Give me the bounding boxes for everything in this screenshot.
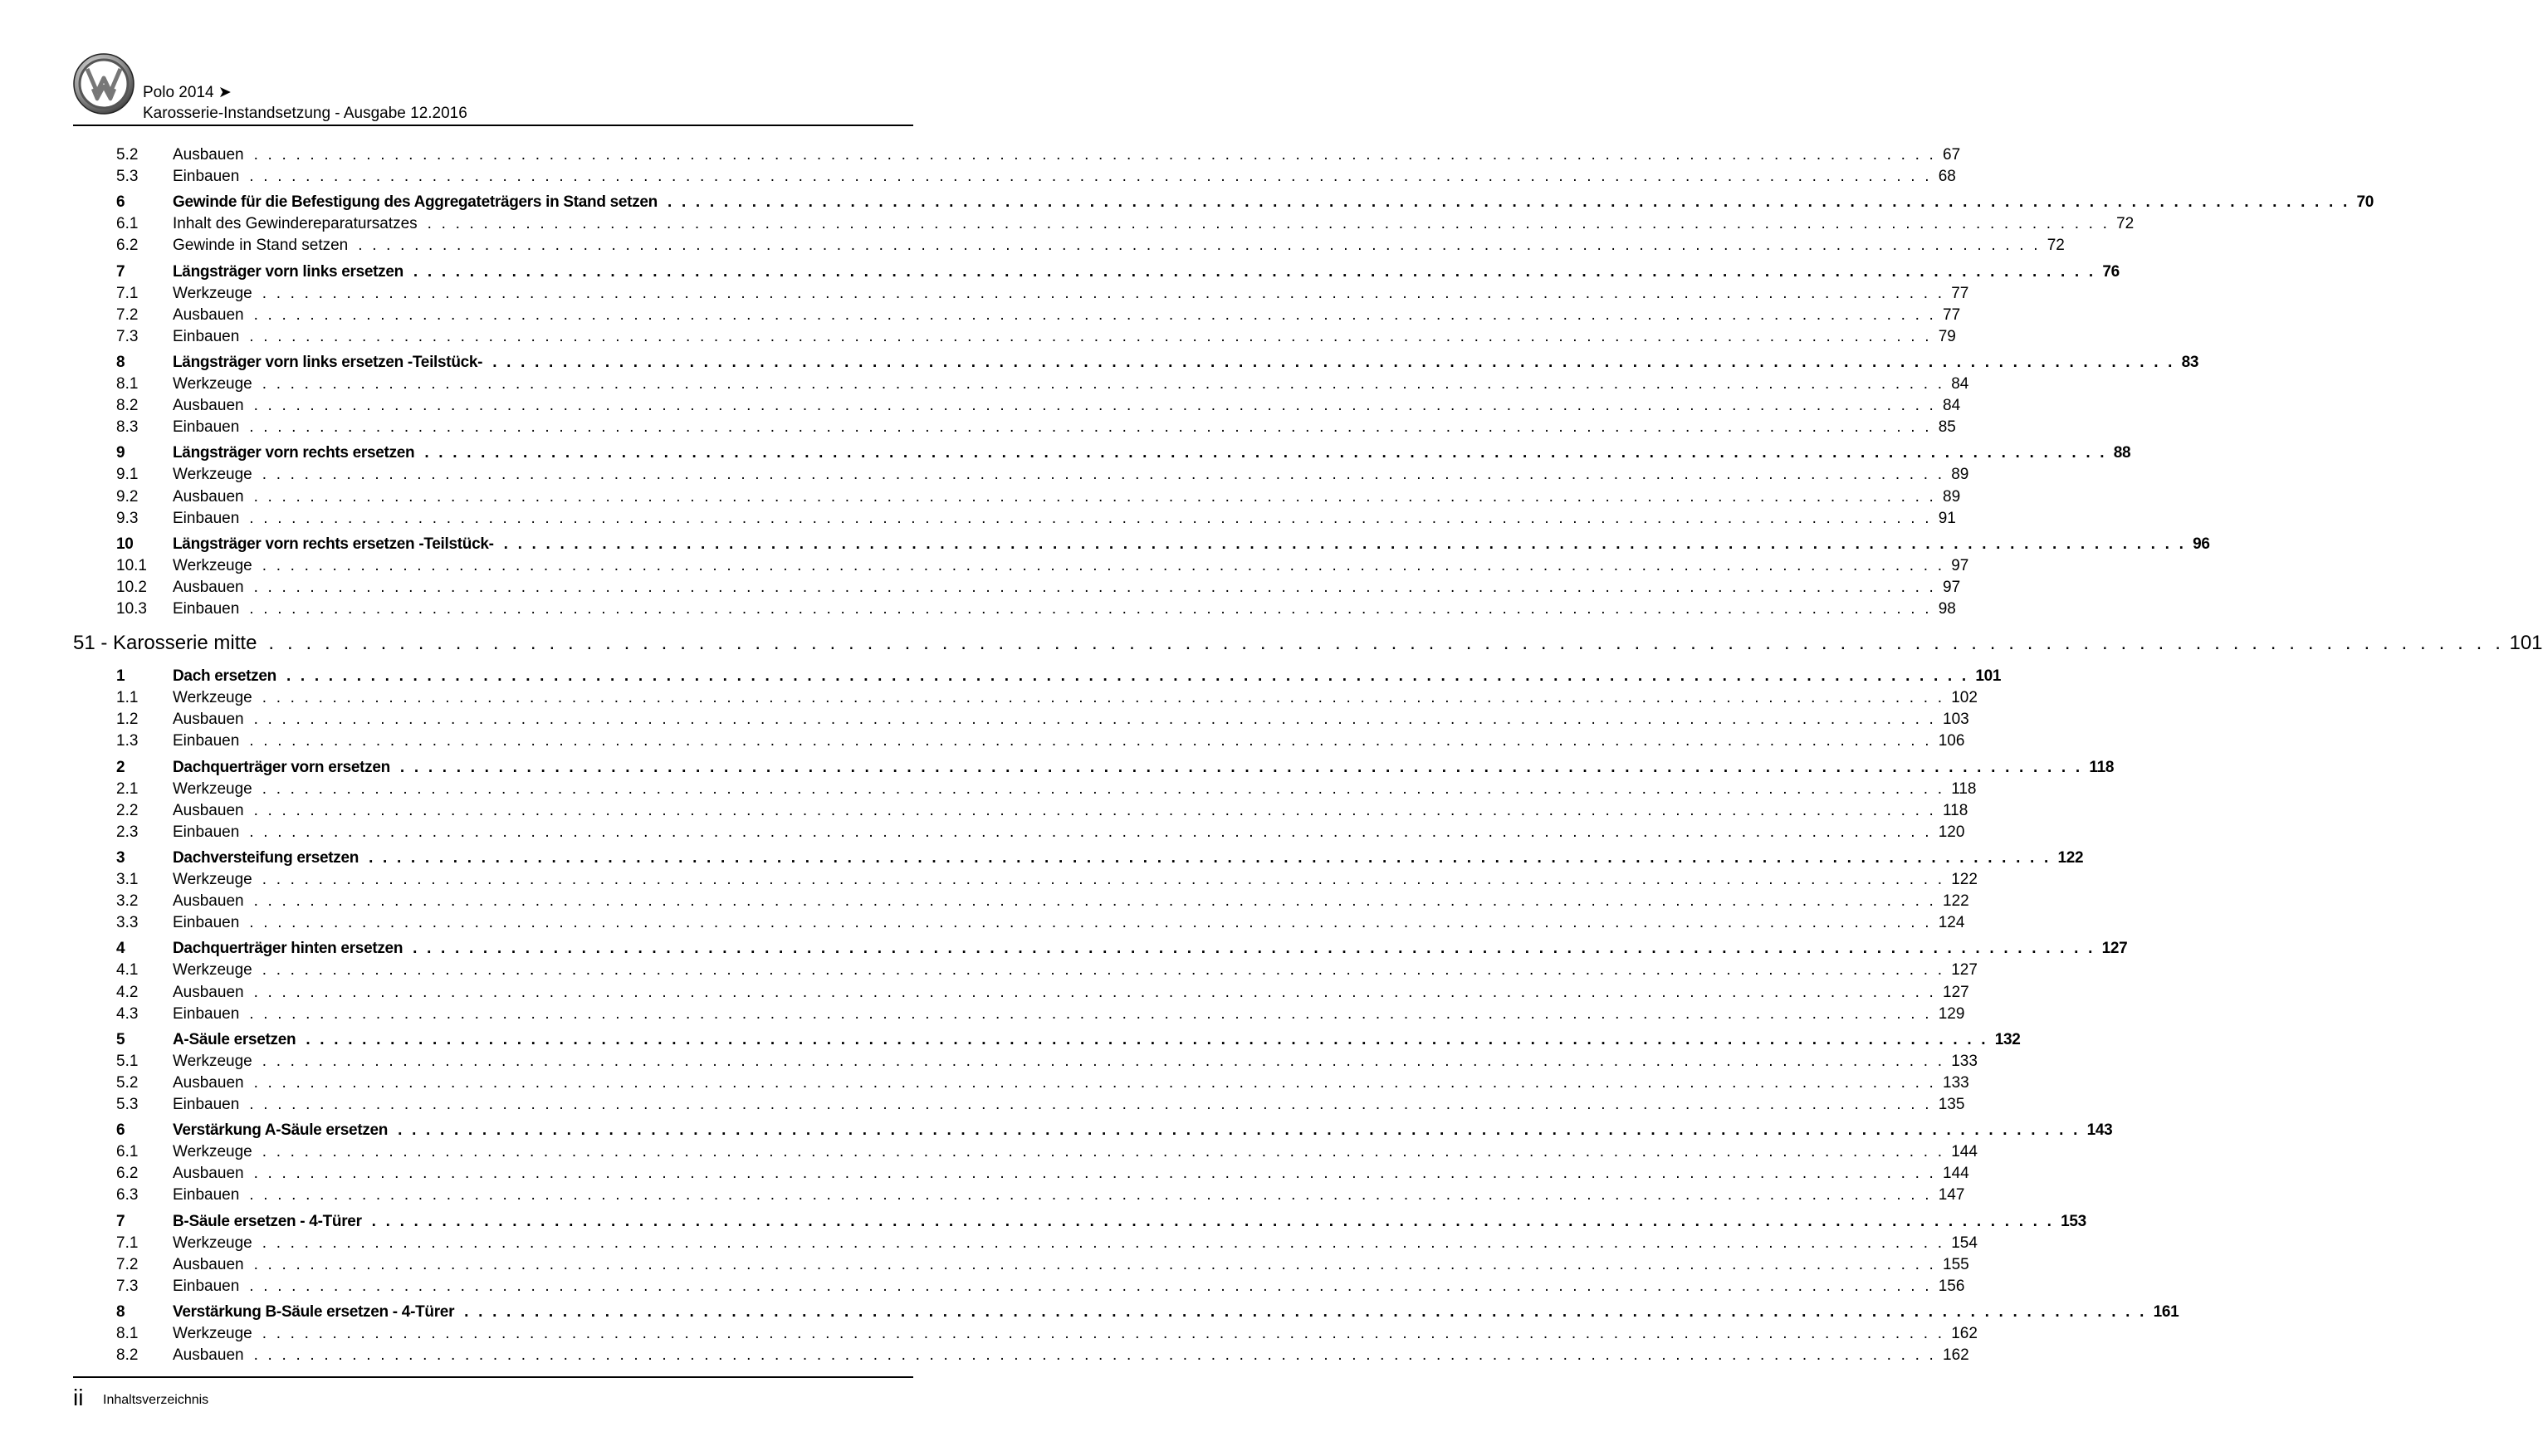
toc-number: 7.2 [116,305,139,324]
toc-page-number: 127 [1951,961,1978,980]
toc-chapter[interactable] [73,632,2543,658]
toc-page-number: 96 [2193,535,2210,553]
toc-title: Dach ersetzen [173,667,276,686]
toc-title: Einbauen [173,732,240,750]
toc-page-number: 97 [1943,578,1961,596]
toc-subsection[interactable] [116,146,1961,168]
toc-title: Ausbauen [173,146,244,164]
toc-number: 9.2 [116,487,139,506]
toc-section[interactable] [116,1030,2021,1053]
toc-number: 4.3 [116,1004,139,1023]
dot-leader: . . . . . . . . . . . . . . . . . . . . . . . . . . . . . . . . . . . . . . . . . . . . . . . . . . . . . . . . . . . . . . . . . . . . . . . . . . . . . . . . . . . . . . . . . . . . . . . . . . . . . . . . . . . . . . . . . . . . . . . . [262,961,1945,980]
toc-number: 5.1 [116,1052,139,1070]
toc-subsection[interactable] [116,375,1969,397]
toc-subsection[interactable] [116,237,2065,258]
toc-page-number: 79 [1938,327,1956,345]
toc-section[interactable] [116,1212,2086,1234]
toc-page-number: 122 [1943,892,1969,911]
dot-leader: . . . . . . . . . . . . . . . . . . . . . . . . . . . . . . . . . . . . . . . . . . . . . . . . . . . . . . . . . . . . . . . . . . . . . . . . . . . . . . . . . . . . . . . . . . . . . . . . . . . . . . . . . . . . . . . . . . . . . . . . [253,305,1937,324]
dot-leader: . . . . . . . . . . . . . . . . . . . . . . . . . . . . . . . . . . . . . . . . . . . . . . . . . . . . . . . . . . . . . . . . . . . . . . . . . . . . . . . . . . . . . . . . . . . . . . . . . . . . . . . . . . . . . . . . . . . . . . . . [249,1186,1932,1204]
dot-leader: . . . . . . . . . . . . . . . . . . . . . . . . . . . . . . . . . . . . . . . . . . . . . . . . . . . . . . . . . . . . . . . . . . . . . . . . . . . . . . . . . . . . . . . . . . . . . . . . . . . . . . . . . . . . . . . . . . . . . . . . [262,1052,1945,1070]
toc-number: 8.1 [116,1325,139,1342]
toc-title: Werkzeuge [173,1052,252,1070]
toc-title: Einbauen [173,327,240,345]
toc-title: Werkzeuge [173,1325,252,1342]
dot-leader: . . . . . . . . . . . . . . . . . . . . . . . . . . . . . . . . . . . . . . . . . . . . . . . . . . . . . . . . . . . . . . . . . . . . . . . . . . . . . . . . . . . . . . . . . . . . . . . . . . . . . . . . . . . . . . . . . . . . . . . . [262,689,1945,707]
toc-number: 3 [116,848,125,867]
dot-leader: . . . . . . . . . . . . . . . . . . . . . . . . . . . . . . . . . . . . . . . . . . . . . . . . . . . . . . . . . . . . . . . . . . . . . . . . . . . . . . . . . . . . . . . . . . . . . . . . . . . . . . . . . . . . . . . . . . . . . . . . [253,983,1937,1001]
toc-title: Einbauen [173,1277,240,1295]
toc-subsection[interactable] [116,689,1978,711]
toc-section[interactable] [116,1302,2179,1325]
toc-title: Einbauen [173,1186,240,1204]
dot-leader: . . . . . . . . . . . . . . . . . . . . . . . . . . . . . . . . . . . . . . . . . . . . . . . . . . . . . . . . . . . . . . . . . . . . . . . . . . . . . . . . . . . . . . . . . . . . . . . . . . . . . . . . . . . . . . . . . . . . . . . . [399,758,2083,776]
toc-title: Ausbauen [173,1165,244,1183]
dot-leader: . . . . . . . . . . . . . . . . . . . . . . . . . . . . . . . . . . . . . . . . . . . . . . . . . . . . . . . . . . . . . . . . . . . . . . . . . . . . . . . . . . . . . . . . . . . . . . . . . . . . . . . . . . . . . . . . . . . . . . . . [253,146,1937,164]
toc-section[interactable] [116,940,2128,961]
toc-number: 10.1 [116,556,147,574]
toc-subsection[interactable] [116,1277,1965,1299]
dot-leader: . . . . . . . . . . . . . . . . . . . . . . . . . . . . . . . . . . . . . . . . . . . . . . . . . . . . . . . . . . . . . . . . . . . . . . . . . . . . . . . . . . . . . . . . . . . . . . . . . . . . . . . . . . . . . . . . . . . . . . . . [262,779,1945,798]
toc-number: 1 [116,667,125,686]
toc-page-number: 77 [1951,284,1969,302]
toc-number: 8 [116,353,125,371]
toc-subsection[interactable] [116,509,1956,531]
toc-page-number: 101 [2509,632,2543,655]
footer-rule [73,1376,913,1378]
toc-subsection[interactable] [116,779,1977,802]
toc-title: Längsträger vorn links ersetzen -Teilstück- [173,353,483,371]
toc-number: 4.2 [116,983,139,1001]
toc-page-number: 127 [2101,940,2128,958]
dot-leader: . . . . . . . . . . . . . . . . . . . . . . . . . . . . . . . . . . . . . . . . . . . . . . . . . . . . . . . . . . . . . . . . . . . . . . . . . . . . . . . . . . . . . . . . . . . . . . . . . . . . . . . . . . . . . . . . . . . . . . . . [253,1073,1937,1092]
dot-leader: . . . . . . . . . . . . . . . . . . . . . . . . . . . . . . . . . . . . . . . . . . . . . . . . . . . . . . . . . . . . . . . . . . . . . . . . . . . . . . . . . . . . . . . . . . . . . . . . . . . . . . . . . . . . . . . . . . . . . . . . [262,466,1945,484]
toc-page-number: 147 [1938,1186,1965,1204]
dot-leader: . . . . . . . . . . . . . . . . . . . . . . . . . . . . . . . . . . . . . . . . . . . . . . . . . . . . . . . . . . . . . . . . . . . . . . . . . . . . . . . . . . . . . . . . . . . . . . . . . . . . . . . . . . . . . . . . . . . . . . . . [398,1121,2081,1140]
toc-subsection[interactable] [116,1165,1969,1186]
toc-page-number: 133 [1943,1073,1969,1092]
toc-subsection[interactable] [116,1234,1978,1256]
manual-subtitle: Karosserie-Instandsetzung - Ausgabe 12.2016 [143,105,467,122]
toc-title: Ausbauen [173,397,244,415]
toc-section[interactable] [116,848,2084,871]
toc-title: Werkzeuge [173,466,252,484]
dot-leader: . . . . . . . . . . . . . . . . . . . . . . . . . . . . . . . . . . . . . . . . . . . . . . . . . . . . . . . . . . . . . . . . . . . . . . . . . . . . . . . . . . . . . . . . . . . . . . . . . . . . . . . . . . . . . . . . . . . . . . . . [371,1212,2055,1230]
toc-number: 4.1 [116,961,139,980]
toc-number: 7.3 [116,327,139,345]
dot-leader: . . . . . . . . . . . . . . . . . . . . . . . . . . . . . . . . . . . . . . . . . . . . . . . . . . . . . . . . . . . . . . . . . . . . . . . . . . . . . . . . . . . . . . . . . . . . . . . . . . . . . . . . . . . . . . . . . . . . . . . . [253,397,1937,415]
toc-number: 7 [116,1212,125,1230]
toc-title: Ausbauen [173,1346,244,1365]
toc-title: Werkzeuge [173,556,252,574]
dot-leader: . . . . . . . . . . . . . . . . . . . . . . . . . . . . . . . . . . . . . . . . . . . . . . . . . . . . . . . . . . . . . . . . . . . . . . . . . . . . . . . . . . . . . . . . . . . . . . . . . . . . . . . . . . . . . . . . . . . . . . . . [262,284,1945,302]
toc-title: A-Säule ersetzen [173,1030,296,1048]
toc-number: 8.2 [116,397,139,415]
toc-number: 2.1 [116,779,139,798]
toc-page-number: 97 [1951,556,1969,574]
toc-number: 6.2 [116,1165,139,1183]
toc-number: 3.1 [116,871,139,888]
toc-title: Einbauen [173,914,240,932]
dot-leader: . . . . . . . . . . . . . . . . . . . . . . . . . . . . . . . . . . . . . . . . . . . . . . . . . . . . . . . . . . . . . . . . . . . . . . . . . . . . . . . . . . . . . . . . . . . . . . . . . . . . . . . . . . . . . . . . . . . . . . . . [249,327,1932,345]
toc-page-number: 88 [2113,444,2131,462]
dot-leader: . . . . . . . . . . . . . . . . . . . . . . . . . . . . . . . . . . . . . . . . . . . . . . . . . . . . . . . . . . . . . . . . . . . . . . . . . . . . . . . . . . . . . . . . . . . . . . . . . . . . . . . . . . . . . . . . . . . . . . . . [668,193,2350,212]
toc-title: B-Säule ersetzen - 4-Türer [173,1212,362,1230]
toc-page-number: 118 [1943,801,1968,819]
dot-leader: . . . . . . . . . . . . . . . . . . . . . . . . . . . . . . . . . . . . . . . . . . . . . . . . . . . . . . . . . . . . . . . . . . . . . . . . . . . . . . . . . . . . . . . . . . . . . . . . . . . . . . . . . . . . . . . . . . . . . . . . [503,535,2187,553]
toc-number: 10.2 [116,578,147,596]
toc-title: Gewinde für die Befestigung des Aggregateträgers in Stand setzen [173,193,658,212]
dot-leader: . . . . . . . . . . . . . . . . . . . . . . . . . . . . . . . . . . . . . . . . . . . . . . . . . . . . . . . . . . . . . . . . . . . . . . . . . . . . . . . . . . . . . . . . . . . . . . . . . . . . . . . . . . . . . . . . . . . . . . . . [268,632,2505,655]
toc-section[interactable] [116,444,2131,466]
toc-subsection[interactable] [116,961,1978,983]
toc-page-number: 84 [1951,375,1969,393]
toc-title: Längsträger vorn rechts ersetzen [173,444,415,462]
toc-number: 7.1 [116,1234,139,1252]
toc-number: 2.2 [116,801,139,819]
toc-page-number: 72 [2047,237,2065,255]
dot-leader: . . . . . . . . . . . . . . . . . . . . . . . . . . . . . . . . . . . . . . . . . . . . . . . . . . . . . . . . . . . . . . . . . . . . . . . . . . . . . . . . . . . . . . . . . . . . . . . . . . . . . . . . . . . . . . . . . . . . . . . . [253,892,1937,911]
dot-leader: . . . . . . . . . . . . . . . . . . . . . . . . . . . . . . . . . . . . . . . . . . . . . . . . . . . . . . . . . . . . . . . . . . . . . . . . . . . . . . . . . . . . . . . . . . . . . . . . . . . . . . . . . . . . . . . . . . . . . . . . [249,1277,1932,1295]
toc-title: Ausbauen [173,1255,244,1273]
toc-number: 1.3 [116,732,139,750]
toc-page-number: 144 [1943,1165,1969,1183]
toc-page-number: 84 [1943,397,1961,415]
model-title: Polo 2014 ➤ [143,84,232,101]
toc-page-number: 132 [1994,1030,2021,1048]
dot-leader: . . . . . . . . . . . . . . . . . . . . . . . . . . . . . . . . . . . . . . . . . . . . . . . . . . . . . . . . . . . . . . . . . . . . . . . . . . . . . . . . . . . . . . . . . . . . . . . . . . . . . . . . . . . . . . . . . . . . . . . . [253,801,1937,819]
toc-subsection[interactable] [116,1255,1969,1278]
toc-number: 3.2 [116,892,139,911]
dot-leader: . . . . . . . . . . . . . . . . . . . . . . . . . . . . . . . . . . . . . . . . . . . . . . . . . . . . . . . . . . . . . . . . . . . . . . . . . . . . . . . . . . . . . . . . . . . . . . . . . . . . . . . . . . . . . . . . . . . . . . . . [358,237,2041,255]
toc-title: Einbauen [173,1096,240,1113]
dot-leader: . . . . . . . . . . . . . . . . . . . . . . . . . . . . . . . . . . . . . . . . . . . . . . . . . . . . . . . . . . . . . . . . . . . . . . . . . . . . . . . . . . . . . . . . . . . . . . . . . . . . . . . . . . . . . . . . . . . . . . . . [427,215,2110,233]
toc-page-number: 89 [1951,466,1969,484]
toc-number: 2.3 [116,823,139,841]
dot-leader: . . . . . . . . . . . . . . . . . . . . . . . . . . . . . . . . . . . . . . . . . . . . . . . . . . . . . . . . . . . . . . . . . . . . . . . . . . . . . . . . . . . . . . . . . . . . . . . . . . . . . . . . . . . . . . . . . . . . . . . . [286,667,1969,686]
toc-page-number: 67 [1943,146,1961,164]
toc-number: 5.3 [116,1096,139,1113]
toc-title: Einbauen [173,168,240,186]
toc-page-number: 118 [1951,779,1977,798]
toc-page-number: 135 [1938,1096,1965,1113]
toc-number: 1.2 [116,711,139,729]
toc-number: 6 [116,1121,125,1140]
dot-leader: . . . . . . . . . . . . . . . . . . . . . . . . . . . . . . . . . . . . . . . . . . . . . . . . . . . . . . . . . . . . . . . . . . . . . . . . . . . . . . . . . . . . . . . . . . . . . . . . . . . . . . . . . . . . . . . . . . . . . . . . [253,1165,1937,1183]
toc-title: Dachversteifung ersetzen [173,848,359,867]
toc-subsection[interactable] [116,327,1956,349]
toc-subsection[interactable] [116,1096,1965,1117]
dot-leader: . . . . . . . . . . . . . . . . . . . . . . . . . . . . . . . . . . . . . . . . . . . . . . . . . . . . . . . . . . . . . . . . . . . . . . . . . . . . . . . . . . . . . . . . . . . . . . . . . . . . . . . . . . . . . . . . . . . . . . . . [262,1143,1945,1161]
toc-page-number: 83 [2181,353,2199,371]
toc-number: 4 [116,940,125,958]
dot-leader: . . . . . . . . . . . . . . . . . . . . . . . . . . . . . . . . . . . . . . . . . . . . . . . . . . . . . . . . . . . . . . . . . . . . . . . . . . . . . . . . . . . . . . . . . . . . . . . . . . . . . . . . . . . . . . . . . . . . . . . . [249,732,1932,750]
toc-page-number: 72 [2116,215,2135,233]
dot-leader: . . . . . . . . . . . . . . . . . . . . . . . . . . . . . . . . . . . . . . . . . . . . . . . . . . . . . . . . . . . . . . . . . . . . . . . . . . . . . . . . . . . . . . . . . . . . . . . . . . . . . . . . . . . . . . . . . . . . . . . . [253,711,1937,729]
toc-subsection[interactable] [116,578,1961,600]
toc-title: Verstärkung B-Säule ersetzen - 4-Türer [173,1302,455,1321]
toc-subsection[interactable] [116,397,1961,418]
toc-title: Ausbauen [173,801,244,819]
dot-leader: . . . . . . . . . . . . . . . . . . . . . . . . . . . . . . . . . . . . . . . . . . . . . . . . . . . . . . . . . . . . . . . . . . . . . . . . . . . . . . . . . . . . . . . . . . . . . . . . . . . . . . . . . . . . . . . . . . . . . . . . [262,1325,1945,1342]
toc-page-number: 85 [1938,418,1956,437]
toc-title: Längsträger vorn links ersetzen [173,262,403,281]
toc-number: 6 [116,193,125,212]
toc-title: Einbauen [173,1004,240,1023]
toc-subsection[interactable] [116,284,1969,306]
toc-section[interactable] [116,535,2210,557]
toc-subsection[interactable] [116,1073,1969,1096]
dot-leader: . . . . . . . . . . . . . . . . . . . . . . . . . . . . . . . . . . . . . . . . . . . . . . . . . . . . . . . . . . . . . . . . . . . . . . . . . . . . . . . . . . . . . . . . . . . . . . . . . . . . . . . . . . . . . . . . . . . . . . . . [253,1255,1937,1273]
toc-title: Längsträger vorn rechts ersetzen -Teilstück- [173,535,494,553]
dot-leader: . . . . . . . . . . . . . . . . . . . . . . . . . . . . . . . . . . . . . . . . . . . . . . . . . . . . . . . . . . . . . . . . . . . . . . . . . . . . . . . . . . . . . . . . . . . . . . . . . . . . . . . . . . . . . . . . . . . . . . . . [262,1234,1945,1252]
toc-section[interactable] [116,1121,2113,1143]
toc-subsection[interactable] [116,1004,1965,1027]
dot-leader: . . . . . . . . . . . . . . . . . . . . . . . . . . . . . . . . . . . . . . . . . . . . . . . . . . . . . . . . . . . . . . . . . . . . . . . . . . . . . . . . . . . . . . . . . . . . . . . . . . . . . . . . . . . . . . . . . . . . . . . . [464,1302,2147,1321]
toc-number: 8.1 [116,375,139,393]
toc-number: 6.3 [116,1186,139,1204]
dot-leader: . . . . . . . . . . . . . . . . . . . . . . . . . . . . . . . . . . . . . . . . . . . . . . . . . . . . . . . . . . . . . . . . . . . . . . . . . . . . . . . . . . . . . . . . . . . . . . . . . . . . . . . . . . . . . . . . . . . . . . . . [262,871,1945,888]
toc-number: 5.2 [116,1073,139,1092]
toc-title: Einbauen [173,600,240,618]
toc-page-number: 122 [1951,871,1978,888]
dot-leader: . . . . . . . . . . . . . . . . . . . . . . . . . . . . . . . . . . . . . . . . . . . . . . . . . . . . . . . . . . . . . . . . . . . . . . . . . . . . . . . . . . . . . . . . . . . . . . . . . . . . . . . . . . . . . . . . . . . . . . . . [424,444,2107,462]
toc-number: 10 [116,535,134,553]
toc-subsection[interactable] [116,892,1969,914]
toc-title: Einbauen [173,418,240,437]
toc-title: Einbauen [173,823,240,841]
toc-title: Ausbauen [173,487,244,506]
toc-page-number: 161 [2153,1302,2179,1321]
dot-leader: . . . . . . . . . . . . . . . . . . . . . . . . . . . . . . . . . . . . . . . . . . . . . . . . . . . . . . . . . . . . . . . . . . . . . . . . . . . . . . . . . . . . . . . . . . . . . . . . . . . . . . . . . . . . . . . . . . . . . . . . [253,1346,1937,1365]
toc-page-number: 102 [1951,689,1978,707]
toc-number: 6.1 [116,1143,139,1161]
toc-subsection[interactable] [116,418,1956,440]
toc-page-number: 154 [1951,1234,1978,1252]
toc-page-number: 98 [1938,600,1956,618]
toc-title: Dachquerträger vorn ersetzen [173,758,390,776]
toc-number: 7.1 [116,284,139,302]
toc-number: 6.1 [116,215,139,233]
toc-subsection[interactable] [116,305,1961,328]
toc-page-number: 153 [2061,1212,2086,1230]
toc-number: 2 [116,758,125,776]
toc-title: Werkzeuge [173,375,252,393]
toc-page-number: 91 [1938,509,1956,527]
toc-page-number: 118 [2089,758,2115,776]
toc-subsection[interactable] [116,801,1968,823]
toc-subsection[interactable] [116,983,1969,1005]
toc-subsection[interactable] [116,1346,1969,1368]
toc-number: 9 [116,444,125,462]
toc-title: Werkzeuge [173,689,252,707]
toc-subsection[interactable] [116,1143,1978,1165]
toc-section[interactable] [116,758,2115,780]
toc-number: 5.2 [116,146,139,164]
toc-page-number: 124 [1938,914,1965,932]
toc-page-number: 162 [1951,1325,1978,1342]
toc-number: 3.3 [116,914,139,932]
toc-title: Werkzeuge [173,779,252,798]
toc-page-number: 101 [1975,667,2002,686]
toc-number: 5.3 [116,168,139,186]
dot-leader: . . . . . . . . . . . . . . . . . . . . . . . . . . . . . . . . . . . . . . . . . . . . . . . . . . . . . . . . . . . . . . . . . . . . . . . . . . . . . . . . . . . . . . . . . . . . . . . . . . . . . . . . . . . . . . . . . . . . . . . . [249,509,1932,527]
toc-number: 10.3 [116,600,147,618]
dot-leader: . . . . . . . . . . . . . . . . . . . . . . . . . . . . . . . . . . . . . . . . . . . . . . . . . . . . . . . . . . . . . . . . . . . . . . . . . . . . . . . . . . . . . . . . . . . . . . . . . . . . . . . . . . . . . . . . . . . . . . . . [492,353,2175,371]
footer-label: Inhaltsverzeichnis [103,1393,209,1407]
toc-title: Ausbauen [173,305,244,324]
toc-page-number: 76 [2102,262,2120,281]
toc-page-number: 127 [1943,983,1969,1001]
toc-number: 8.2 [116,1346,139,1365]
toc-page-number: 103 [1943,711,1969,729]
dot-leader: . . . . . . . . . . . . . . . . . . . . . . . . . . . . . . . . . . . . . . . . . . . . . . . . . . . . . . . . . . . . . . . . . . . . . . . . . . . . . . . . . . . . . . . . . . . . . . . . . . . . . . . . . . . . . . . . . . . . . . . . [262,556,1945,574]
toc-number: 8.3 [116,418,139,437]
dot-leader: . . . . . . . . . . . . . . . . . . . . . . . . . . . . . . . . . . . . . . . . . . . . . . . . . . . . . . . . . . . . . . . . . . . . . . . . . . . . . . . . . . . . . . . . . . . . . . . . . . . . . . . . . . . . . . . . . . . . . . . . [249,168,1932,186]
toc-subsection[interactable] [116,168,1956,189]
toc-title: Gewinde in Stand setzen [173,237,349,255]
toc-number: 5 [116,1030,125,1048]
toc-subsection[interactable] [116,215,2135,237]
toc-page-number: 129 [1938,1004,1965,1023]
toc-title: Ausbauen [173,711,244,729]
toc-page-number: 106 [1938,732,1965,750]
toc-section[interactable] [116,667,2002,689]
toc-title: 51 - Karosserie mitte [73,632,257,655]
toc-subsection[interactable] [116,711,1969,732]
toc-page-number: 133 [1951,1052,1978,1070]
toc-title: Ausbauen [173,578,244,596]
dot-leader: . . . . . . . . . . . . . . . . . . . . . . . . . . . . . . . . . . . . . . . . . . . . . . . . . . . . . . . . . . . . . . . . . . . . . . . . . . . . . . . . . . . . . . . . . . . . . . . . . . . . . . . . . . . . . . . . . . . . . . . . [413,940,2096,958]
toc-subsection[interactable] [116,914,1965,936]
dot-leader: . . . . . . . . . . . . . . . . . . . . . . . . . . . . . . . . . . . . . . . . . . . . . . . . . . . . . . . . . . . . . . . . . . . . . . . . . . . . . . . . . . . . . . . . . . . . . . . . . . . . . . . . . . . . . . . . . . . . . . . . [306,1030,1988,1048]
dot-leader: . . . . . . . . . . . . . . . . . . . . . . . . . . . . . . . . . . . . . . . . . . . . . . . . . . . . . . . . . . . . . . . . . . . . . . . . . . . . . . . . . . . . . . . . . . . . . . . . . . . . . . . . . . . . . . . . . . . . . . . . [413,262,2096,281]
toc-subsection[interactable] [116,487,1961,510]
toc-title: Dachquerträger hinten ersetzen [173,940,403,958]
toc-page-number: 77 [1943,305,1961,324]
toc-title: Inhalt des Gewindereparatursatzes [173,215,418,233]
dot-leader: . . . . . . . . . . . . . . . . . . . . . . . . . . . . . . . . . . . . . . . . . . . . . . . . . . . . . . . . . . . . . . . . . . . . . . . . . . . . . . . . . . . . . . . . . . . . . . . . . . . . . . . . . . . . . . . . . . . . . . . . [249,1096,1932,1113]
toc-subsection[interactable] [116,1052,1978,1074]
toc-page-number: 155 [1943,1255,1969,1273]
dot-leader: . . . . . . . . . . . . . . . . . . . . . . . . . . . . . . . . . . . . . . . . . . . . . . . . . . . . . . . . . . . . . . . . . . . . . . . . . . . . . . . . . . . . . . . . . . . . . . . . . . . . . . . . . . . . . . . . . . . . . . . . [249,600,1932,618]
dot-leader: . . . . . . . . . . . . . . . . . . . . . . . . . . . . . . . . . . . . . . . . . . . . . . . . . . . . . . . . . . . . . . . . . . . . . . . . . . . . . . . . . . . . . . . . . . . . . . . . . . . . . . . . . . . . . . . . . . . . . . . . [249,418,1932,437]
toc-title: Werkzeuge [173,1143,252,1161]
toc-page-number: 68 [1938,168,1956,186]
toc-subsection[interactable] [116,871,1978,892]
dot-leader: . . . . . . . . . . . . . . . . . . . . . . . . . . . . . . . . . . . . . . . . . . . . . . . . . . . . . . . . . . . . . . . . . . . . . . . . . . . . . . . . . . . . . . . . . . . . . . . . . . . . . . . . . . . . . . . . . . . . . . . . [249,1004,1932,1023]
toc-title: Ausbauen [173,1073,244,1092]
toc-title: Ausbauen [173,983,244,1001]
toc-number: 7.3 [116,1277,139,1295]
dot-leader: . . . . . . . . . . . . . . . . . . . . . . . . . . . . . . . . . . . . . . . . . . . . . . . . . . . . . . . . . . . . . . . . . . . . . . . . . . . . . . . . . . . . . . . . . . . . . . . . . . . . . . . . . . . . . . . . . . . . . . . . [249,914,1932,932]
toc-page-number: 144 [1951,1143,1978,1161]
toc-section[interactable] [116,262,2120,285]
dot-leader: . . . . . . . . . . . . . . . . . . . . . . . . . . . . . . . . . . . . . . . . . . . . . . . . . . . . . . . . . . . . . . . . . . . . . . . . . . . . . . . . . . . . . . . . . . . . . . . . . . . . . . . . . . . . . . . . . . . . . . . . [253,487,1937,506]
dot-leader: . . . . . . . . . . . . . . . . . . . . . . . . . . . . . . . . . . . . . . . . . . . . . . . . . . . . . . . . . . . . . . . . . . . . . . . . . . . . . . . . . . . . . . . . . . . . . . . . . . . . . . . . . . . . . . . . . . . . . . . . [369,848,2052,867]
toc-section[interactable] [116,353,2199,375]
toc-number: 1.1 [116,689,139,707]
toc-subsection[interactable] [116,1325,1978,1346]
toc-number: 7 [116,262,125,281]
toc-page-number: 143 [2086,1121,2113,1140]
dot-leader: . . . . . . . . . . . . . . . . . . . . . . . . . . . . . . . . . . . . . . . . . . . . . . . . . . . . . . . . . . . . . . . . . . . . . . . . . . . . . . . . . . . . . . . . . . . . . . . . . . . . . . . . . . . . . . . . . . . . . . . . [262,375,1945,393]
toc-number: 8 [116,1302,125,1321]
toc-number: 7.2 [116,1255,139,1273]
toc-number: 9.1 [116,466,139,484]
dot-leader: . . . . . . . . . . . . . . . . . . . . . . . . . . . . . . . . . . . . . . . . . . . . . . . . . . . . . . . . . . . . . . . . . . . . . . . . . . . . . . . . . . . . . . . . . . . . . . . . . . . . . . . . . . . . . . . . . . . . . . . . [253,578,1937,596]
toc-subsection[interactable] [116,732,1965,754]
toc-subsection[interactable] [116,466,1969,487]
toc-page-number: 70 [2356,193,2374,212]
toc-page-number: 162 [1943,1346,1969,1365]
toc-title: Werkzeuge [173,1234,252,1252]
toc-title: Werkzeuge [173,284,252,302]
toc-title: Werkzeuge [173,871,252,888]
toc-section[interactable] [116,193,2374,215]
toc-page-number: 120 [1938,823,1965,841]
footer-page-number: ii [73,1385,84,1410]
dot-leader: . . . . . . . . . . . . . . . . . . . . . . . . . . . . . . . . . . . . . . . . . . . . . . . . . . . . . . . . . . . . . . . . . . . . . . . . . . . . . . . . . . . . . . . . . . . . . . . . . . . . . . . . . . . . . . . . . . . . . . . . [249,823,1932,841]
toc-subsection[interactable] [116,1186,1965,1208]
toc-title: Ausbauen [173,892,244,911]
toc-title: Werkzeuge [173,961,252,980]
toc-page-number: 89 [1943,487,1961,506]
toc-page-number: 122 [2057,848,2084,867]
toc-subsection[interactable] [116,556,1969,579]
toc-number: 6.2 [116,237,139,255]
toc-subsection[interactable] [116,600,1956,622]
toc-number: 9.3 [116,509,139,527]
toc-title: Einbauen [173,509,240,527]
toc-page-number: 156 [1938,1277,1965,1295]
toc-title: Verstärkung A-Säule ersetzen [173,1121,389,1140]
toc-subsection[interactable] [116,823,1965,845]
